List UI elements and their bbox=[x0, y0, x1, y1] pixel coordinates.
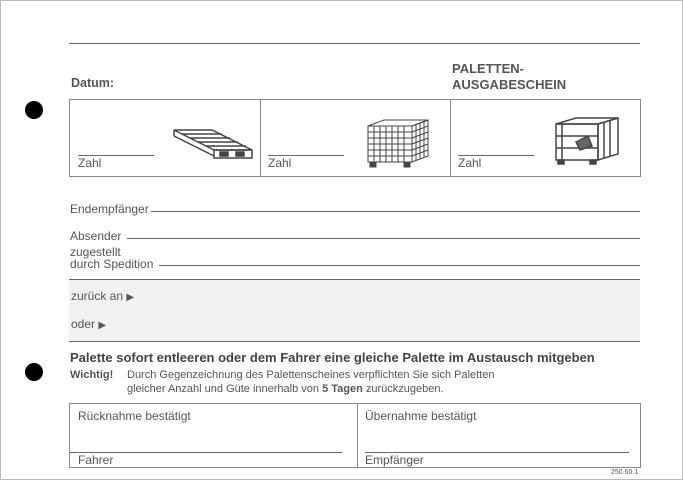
form-title-line2: AUSGABESCHEIN bbox=[452, 77, 567, 92]
punch-hole-top bbox=[25, 101, 43, 119]
punch-hole-bottom bbox=[25, 363, 43, 381]
takeover-confirmed-heading: Übernahme bestätigt bbox=[365, 409, 477, 423]
end-recipient-field[interactable] bbox=[151, 211, 640, 212]
driver-label: Fahrer bbox=[78, 453, 114, 467]
form-number: 250.60.1 bbox=[611, 469, 639, 476]
pallet-cell-mesh-box[interactable] bbox=[260, 100, 451, 176]
return-section bbox=[69, 279, 640, 341]
sender-label: Absender bbox=[70, 229, 122, 243]
return-top-rule bbox=[69, 279, 640, 280]
notice-text-part: gleicher Anzahl und Güte innerhalb von bbox=[127, 383, 323, 395]
return-bottom-rule bbox=[69, 341, 640, 342]
recipient-signature-cell[interactable] bbox=[357, 404, 640, 467]
count-label: Zahl bbox=[268, 156, 292, 170]
return-to-text: zurück an bbox=[71, 289, 124, 303]
or-text: oder bbox=[71, 317, 96, 331]
date-label: Datum: bbox=[71, 76, 115, 90]
sender-field[interactable] bbox=[127, 238, 640, 239]
recipient-label: Empfänger bbox=[365, 453, 424, 467]
pallet-count-table bbox=[69, 99, 641, 177]
signature-table bbox=[69, 403, 641, 468]
notice-text-line2 bbox=[127, 383, 444, 395]
count-label: Zahl bbox=[458, 156, 482, 170]
return-to-label[interactable] bbox=[71, 289, 134, 303]
form-title-line1: PALETTEN- bbox=[452, 61, 524, 76]
top-rule bbox=[69, 43, 640, 44]
delivered-by-label-line2: durch Spedition bbox=[70, 257, 154, 271]
notice-deadline: 5 Tagen bbox=[322, 383, 363, 395]
forwarder-field[interactable] bbox=[159, 265, 640, 266]
or-label[interactable] bbox=[71, 317, 106, 331]
notice-text-part: zurückzugeben. bbox=[362, 383, 444, 395]
flat-pallet-icon bbox=[172, 128, 254, 160]
notice-headline: Palette sofort entleeren oder dem Fahrer eine gleiche Palette im Austausch mitgeben bbox=[70, 350, 595, 365]
pallet-cell-frame[interactable] bbox=[450, 100, 640, 176]
mesh-box-pallet-icon bbox=[366, 118, 432, 170]
frame-pallet-icon bbox=[554, 116, 622, 166]
count-label: Zahl bbox=[78, 156, 102, 170]
delivered-by-label-line1: zugestellt bbox=[70, 245, 121, 259]
pallet-cell-flat[interactable] bbox=[70, 100, 261, 176]
notice-text-line1: Durch Gegenzeichnung des Palettenscheines verpflichten Sie sich Paletten bbox=[127, 369, 495, 381]
end-recipient-label: Endempfänger bbox=[70, 202, 149, 216]
arrow-right-icon: ▶ bbox=[98, 320, 107, 331]
important-label: Wichtig! bbox=[70, 369, 114, 381]
driver-signature-cell[interactable] bbox=[70, 404, 358, 467]
arrow-right-icon: ▶ bbox=[126, 292, 135, 303]
return-confirmed-heading: Rücknahme bestätigt bbox=[78, 409, 191, 423]
